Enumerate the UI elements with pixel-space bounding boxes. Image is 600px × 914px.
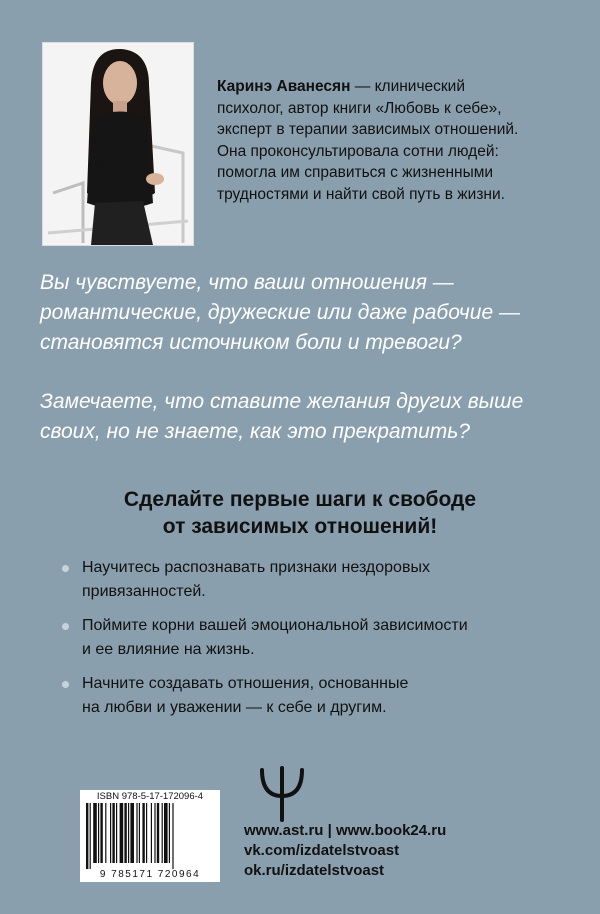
list-item-line: Научитесь распознавать признаки нездоровых <box>82 559 430 576</box>
bio-line: — клинический <box>350 78 465 95</box>
question-line: Вы чувствуете, что ваши отношения — <box>40 271 454 294</box>
benefit-list <box>62 556 562 730</box>
author-bio <box>217 76 557 205</box>
list-item <box>62 614 562 662</box>
barcode-bars <box>84 803 216 869</box>
bio-line: эксперт в терапии зависимых отношений. <box>217 121 519 138</box>
url-line[interactable]: www.ast.ru | www.book24.ru <box>244 822 447 839</box>
psi-logo-icon <box>258 766 306 822</box>
bullet-dot-icon <box>62 681 69 688</box>
list-item <box>62 672 562 720</box>
headline-line: от зависимых отношений! <box>162 515 438 538</box>
question-line: своих, но не знаете, как это прекратить? <box>40 420 470 443</box>
question-paragraph-2 <box>40 387 560 447</box>
publisher-links <box>244 821 446 881</box>
bio-line: трудностями и найти свой путь в жизни. <box>217 185 505 203</box>
question-paragraph-1 <box>40 268 560 358</box>
list-item-line: Начните создавать отношения, основанные <box>82 675 409 692</box>
question-line: Замечаете, что ставите желания других выше <box>40 390 524 413</box>
author-name: Каринэ Аванесян <box>217 78 351 95</box>
barcode <box>80 790 220 882</box>
author-portrait <box>43 43 193 245</box>
headline <box>0 486 600 540</box>
bio-line: Она проконсультировала сотни людей: <box>217 142 499 160</box>
list-item-line: на любви и уважении — к себе и другим. <box>82 699 387 716</box>
bio-line: помогла им справиться с жизненными <box>217 164 494 181</box>
author-photo <box>42 42 194 246</box>
barcode-number: 9 785171 720964 <box>99 869 201 880</box>
list-item-line: и ее влияние на жизнь. <box>82 641 255 658</box>
url-line[interactable]: vk.com/izdatelstvoast <box>244 842 400 859</box>
question-line: романтические, дружеские или даже рабочие — <box>40 301 520 324</box>
bio-line: психолог, автор книги «Любовь к себе», <box>217 99 502 117</box>
url-line[interactable]: ok.ru/izdatelstvoast <box>244 862 385 879</box>
isbn-text: ISBN 978-5-17-172096-4 <box>96 791 204 802</box>
bullet-dot-icon <box>62 623 69 630</box>
list-item-line: привязанностей. <box>82 583 206 600</box>
list-item-line: Поймите корни вашей эмоциональной зависимости <box>82 617 468 634</box>
headline-line: Сделайте первые шаги к свободе <box>123 488 477 511</box>
question-line: становятся источником боли и тревоги? <box>40 331 462 354</box>
bullet-dot-icon <box>62 565 69 572</box>
list-item <box>62 556 562 604</box>
